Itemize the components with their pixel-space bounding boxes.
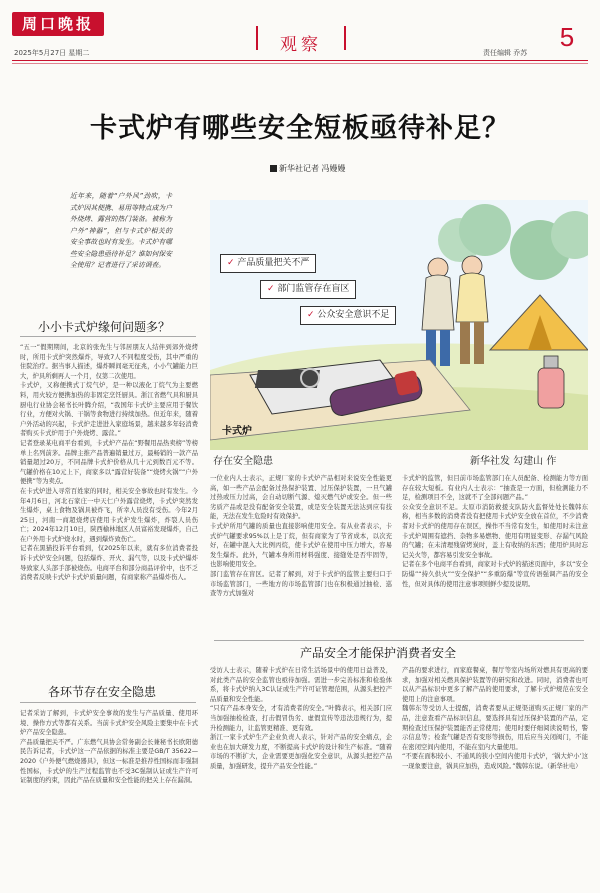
sign-label: 部门监管存在盲区	[277, 284, 350, 294]
check-icon: ✓	[227, 258, 238, 268]
paragraph: 部门监管存在盲区。记者了解到，对于卡式炉的监管主要归口于市场监管部门，一些地方的市场监管部门也在积极通过抽检、巡查等方式加强对	[210, 570, 392, 598]
paragraph: 产品的要求进行，而家庭餐桌，餐厅等室内场所对燃具有更高的要求，加强对相关燃具保护装置等的研究和改进。同时，消费者也可以从产品标识中更多了解产品的使用要求，了解卡式炉规范在安全使用上的注意事项。	[402, 667, 588, 703]
paragraph: “五一”假期期间，北京的张先生与邻居朋友人结伴到郊外烧烤时，所用卡式炉突然爆炸，导致7人不同程度受伤，其中严重的住院治疗。据当事人描述，爆炸瞬间毫无征兆，小小气罐能力巨大，炉具所剩再人一个月，仅第二次使用。	[20, 344, 198, 380]
masthead-rule	[12, 60, 588, 61]
section1-rule	[20, 336, 196, 337]
section-bar-right	[344, 26, 346, 50]
paragraph: 公众安全意识不足。太原市消防救援支队防火监督处处长魏韩东称，相当多数的消费者没有把使用卡式炉安全放在首位，不少消费者对卡式炉的使用存在误区，操作不当常有发生，如使用时未注意卡式炉周围有遮挡、杂物多易燃物、使用有明显变形、存漏气风险的气罐；在未清理残留烤炭时，盖上有收纳的东西；使用炉具时忘记关火等，都容易引发安全事故。	[402, 503, 588, 559]
section2-heading: 各环节存在安全隐患	[48, 685, 157, 699]
section3-column1	[210, 666, 392, 884]
article-lead: 近年来，随着“户外风”劲吹，卡式炉因其便携、易用等特点成为户外烧烤、露营的热门装备。被称为户外“神器”，但与卡式炉相关的安全事故也时有发生。卡式炉有哪些安全隐患亟待补足？谁如何保安全使用？记者进行了采访调查。	[70, 192, 172, 269]
sign-supervision	[260, 280, 356, 299]
section3-rule-top	[214, 640, 584, 641]
section2-body	[20, 709, 198, 885]
check-icon: ✓	[267, 284, 278, 294]
paragraph: 在卡式炉进入寻常百姓家的同时，相关安全事故也时有发生。今年4月6日，河北石家庄一中天仁户外露营烧烤，卡式炉突然发生爆炸，桌上食物及锅具被炸飞，所幸人员没有受伤。今年2月25日，河南一商超烧烤店使用卡式炉发生爆炸，炸裂人员伤亡；2024年12月10日，陕西榆林地区人员富裕发现爆炸，自己在户外用卡式炉烧水时，遇到爆炸致伤亡。	[20, 487, 198, 543]
paragraph: 一位业内人士表示，正规厂家的卡式炉产品相对来说安全性能更高，如一些产品会配备过热保护装置、过压保护装置，一旦气罐过热或压力过高，会自动切断气源、熄灭燃气炉或安全。但一些劣质产品或是没有配备安全装置，或是安全装置无法达到应有技能，无法在发生危险时有效保护。	[210, 475, 392, 521]
paragraph: “不要在面积较小、不通风的狭小空间内使用卡式炉，‘锅大炉小’这一现象要注意，锅具应加热，造成风险。”魏韩东说。（新华社电）	[402, 753, 588, 770]
masthead	[0, 0, 600, 64]
illustration-credit: 新华社发 勾建山 作	[470, 456, 557, 467]
newspaper-logo: 周口晚报	[12, 12, 104, 36]
paragraph: 卡式炉，又称便携式丁烷气炉，是一种以液化丁烷气为主要燃料，用火较方便携加热的非固定烹饪厨具。浙江省燃气具和厨具厨电行业协会秘书长叶腾介绍，“我国年卡式炉主要应用于餐饮行业，方便对火锅、干锅等食物进行持续加热。但近年来，随着户外活动的兴起，卡式炉走进进入家庭场景，越来越多年轻消费者购买卡式炉用于户外烧烤、露营。”	[20, 382, 198, 438]
check-icon: ✓	[307, 310, 318, 320]
paragraph: 受访人士表示，随着卡式炉在日常生活场景中的使用日益普及，对此类产品的安全监管也亟待加强。需进一步完善标准和检验体系，将卡式炉纳入3C认证或生产许可证管理范围，从源头把控产品质量和安全性能。	[210, 667, 392, 703]
sign-quality	[220, 254, 316, 273]
masthead-rule-thin	[12, 63, 588, 64]
byline-text: 新华社记者 冯嫚嫚	[279, 164, 346, 173]
page-number: 5	[559, 22, 575, 52]
byline	[270, 163, 346, 174]
issue-date: 2025年5月27日 星期二	[14, 49, 90, 57]
section1-body	[20, 343, 198, 645]
cartoon-illustration	[210, 200, 588, 450]
paragraph: “只有产品本身安全，才有消费者的安全。”叶腾表示，相关部门应当加强抽检检查，打击假冒伪劣、虚假宣传等违法违规行为，提升检测能力，让监管更精准、更有效。	[210, 705, 392, 732]
paragraph: 记者采访了解到，卡式炉安全事故的发生与产品质量、使用环境、操作方式等都有关系。当前卡式炉安全风险主要集中在卡式炉产品安全隐患。	[20, 710, 198, 737]
paragraph: 记者登录某电商平台看到，卡式炉产品在“野餐用品热卖榜”等榜单上名列前茅。品牌主推产品普遍销量过万，最畅销的一款产品销量超过20万，不同品牌卡式炉价格从几十元到数百元不等。气罐价格在10元上下，商家多以“露营好装备”“烧烤火锅”“户外便携”等为卖点。	[20, 439, 198, 486]
section-title: 观察	[280, 35, 322, 55]
paragraph: 卡式炉的监管，但目前市场监管部门在人员配备、检测能力等方面存在较大短板。有业内人士表示：“抽查是一方面，但检测能力不足，检测项目不全，这就不了全部问题产品。”	[402, 475, 588, 502]
paragraph: 记者在黑猫投诉平台看到，仅2025年以来，就有多位消费者投诉卡式炉安全问题，包括爆炸、开火、漏气等，以及卡式炉爆炸导致家人头部手部被烧伤。电商平台和部分商品评价中，也不乏消费者反映卡式炉卡式炉质量问题，有商家称产品爆炸伤人。	[20, 545, 198, 582]
middle-column	[210, 474, 392, 634]
editor-credit: 责任编辑 乔苏	[483, 49, 528, 57]
section3-heading: 产品安全才能保护消费者安全	[300, 646, 457, 660]
cartoon-drawing	[210, 200, 588, 450]
stove-label: 卡式炉	[222, 426, 252, 437]
section3-column2	[402, 666, 588, 884]
right-column	[402, 474, 588, 634]
section2-rule	[20, 702, 196, 703]
sign-label: 产品质量把关不严	[237, 258, 310, 268]
byline-marker	[270, 165, 277, 172]
illustration-caption: 存在安全隐患	[213, 456, 273, 467]
paragraph: 记者在多个电商平台看到，商家对卡式炉的描述页面中，多以“安全防爆”“持久供火”“安全保护”“多重防爆”等宣传语强调产品的安全性，但对具体的使用注意事项则鲜少提及说明。	[402, 561, 588, 588]
article-headline: 卡式炉有哪些安全短板亟待补足？	[90, 113, 510, 144]
paragraph: 卡式炉所用气罐的质量也直接影响使用安全。有从业者表示，卡式炉气罐要求95%以上是丁烷，但有商家为了节省成本，以次充好，在罐中混入大比例丙烷，使卡式炉在使用中压力增大，容易发生爆炸。此外，气罐本身所用材料强度、接缝处是否牢固等，也影响使用安全。	[210, 522, 392, 569]
paragraph: 魏韩东等受访人士提醒，消费者要从正规渠道购买正规厂家的产品，注意查看产品标识信息，要选择具有过压保护装置的产品，定期检查过压保护装置能否正常使用；使用时要仔细阅读说明书，警示信息等；检查气罐是否有变形等损伤，用后应当关闭阀门，不能在密闭空间内使用，不能在室内大量使用。	[402, 705, 588, 751]
sign-label: 公众安全意识不足	[317, 310, 390, 320]
sign-awareness	[300, 306, 396, 325]
paragraph: 产品质量把关不严。广东燃气具协会常务副会长兼秘书长欧阳德民告诉记者，卡式炉这一产品依据的标准主要是GB/T 35622—2020《户外便气燃烧器具》，但这一标准是推荐性国标而非强制性国标，卡式炉的生产过程监管也不受3C强制认证或生产许可证制度的约束，因此产品在质量和安全性能的把关上存在漏洞。	[20, 738, 198, 785]
section1-heading: 小小卡式炉缘何问题多？	[38, 320, 171, 334]
paragraph: 浙江一家卡式炉生产企业负责人表示，针对产品的安全痛点，企业也在加大研发力度，不断提高卡式炉的设计和生产标准。“随着市场的不断扩大，企业需要更加强化安全意识，从源头把控产品质量，加强研发，提升产品安全性能。”	[210, 734, 392, 770]
